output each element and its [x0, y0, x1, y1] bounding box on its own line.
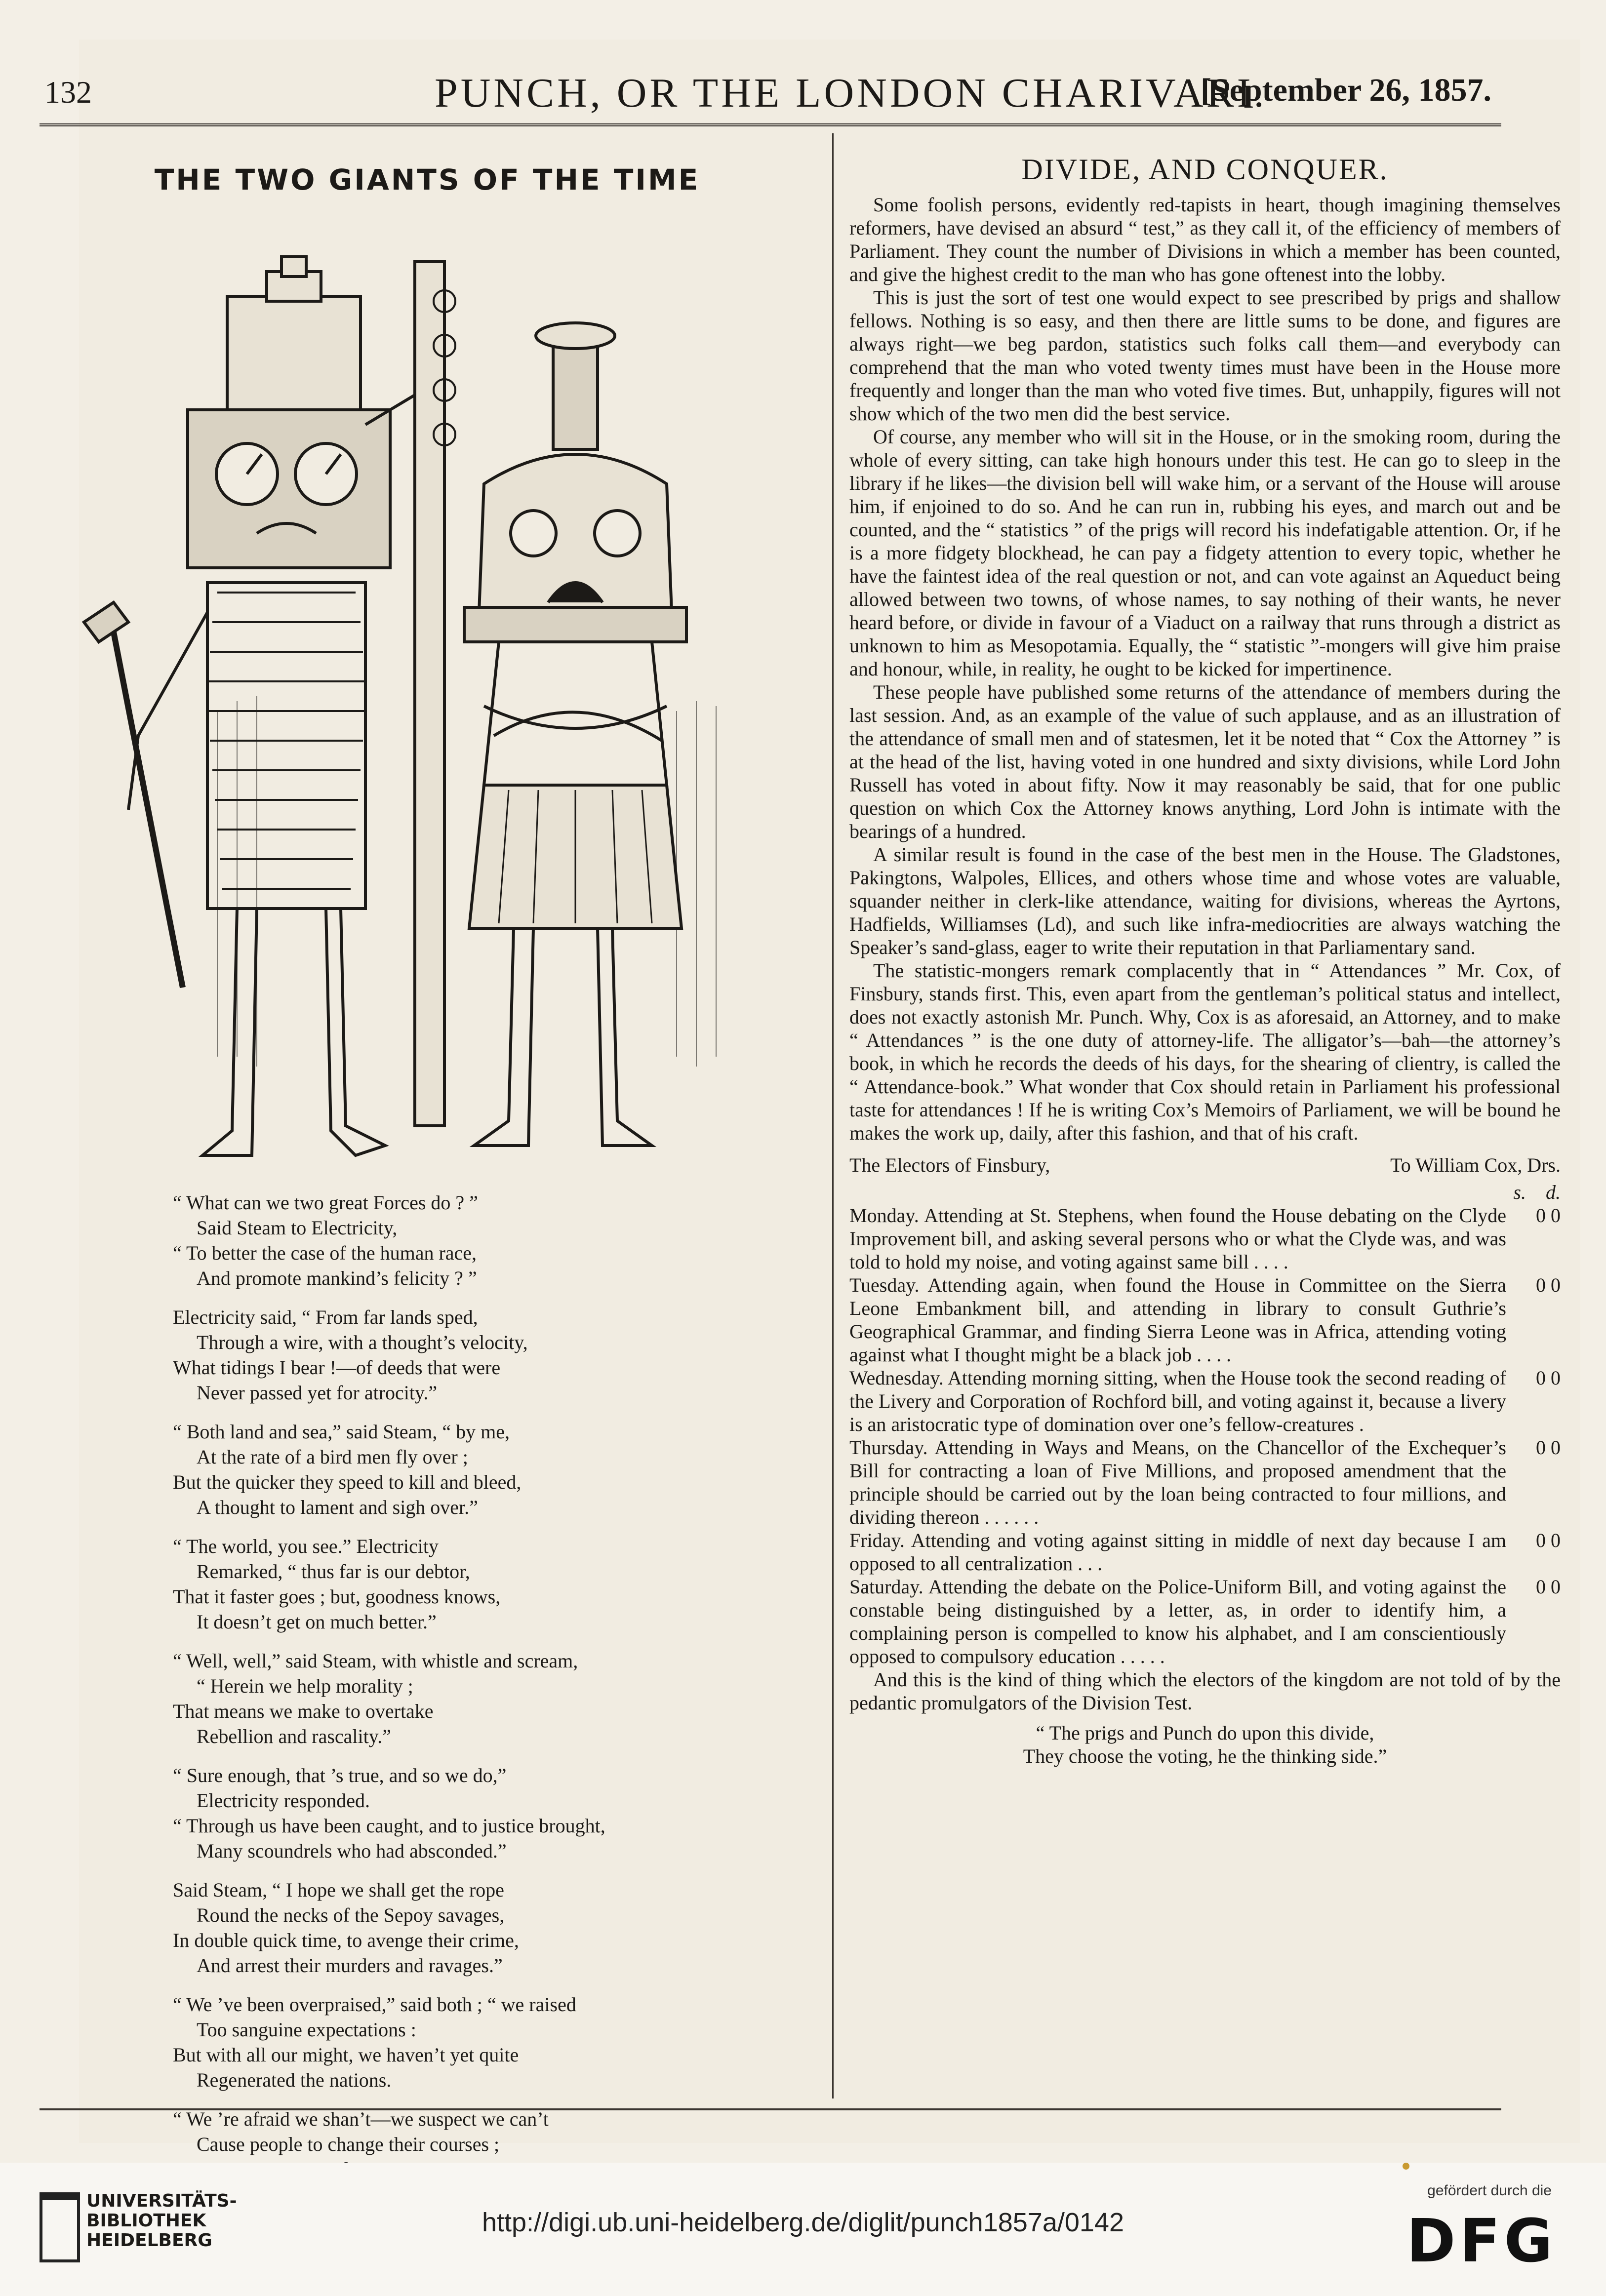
poem-line: But with all our might, we haven’t yet quite	[173, 2044, 519, 2066]
bill-entry-amount: 0 0	[1536, 1529, 1561, 1551]
bill-entry	[849, 1575, 1561, 1668]
poem-line: Cause people to change their courses ;	[197, 2133, 500, 2155]
poem-line: Round the necks of the Sepoy savages,	[197, 1904, 505, 1926]
poem-line: Regenerated the nations.	[197, 2069, 392, 2091]
poem-line: Said Steam, “ I hope we shall get the rope	[173, 1879, 504, 1901]
bill-entry-amount: 0 0	[1536, 1576, 1561, 1598]
poem-stanza	[173, 1190, 815, 1291]
poem-line: And arrest their murders and ravages.”	[197, 1954, 503, 1977]
article-paragraph: Of course, any member who will sit in the House, or in the smoking room, during the whole of every sitting, can take high honours under this test. He can go to sleep in the library if he likes—the division bell will wake him, or a servant of the House will arouse him, if enjoined to do so. And he can run in, rubbing his eyes, and march out and be counted, and the “ statistics ” of the prigs will record his indefatigable attention. Or, if he is a more fidgety blockhead, he can pay a fidgety attention to every topic, whether he have the faintest idea of the real question or not, and can vote against an Aqueduct being allowed between two towns, of whose names, to say nothing of their wants, he never heard before, or divide in favour of a Viaduct on a railway that runs through a district as unknown to him as Mesopotamia. Equally, the “ statistic ”-mongers will give him praise and honour, while, in reality, he ought to be kicked for impertinence.	[849, 426, 1561, 680]
bill-entry	[849, 1366, 1561, 1436]
publication-title: PUNCH, OR THE LONDON CHARIVARI.	[435, 70, 1267, 116]
poem-line: It doesn’t get on much better.”	[197, 1611, 437, 1633]
cartoon-title: THE TWO GIANTS OF THE TIME	[154, 163, 700, 197]
poem-line: Through a wire, with a thought’s velocity,	[197, 1331, 528, 1353]
decorative-dot	[1403, 2163, 1409, 2170]
article-paragraph: These people have published some returns of the attendance of members during the last session. And, as an example of the value of such applause, and as an illustration of the attendance of small men and of statesmen, let it be noted that “ Cox the Attorney ” is at the head of the list, having voted in one hundred and sixty divisions, while Lord John Russell has voted in about fifty. Now it may reasonably be said, that for one public question on which Cox the Attorney knows anything, Lord John is intimate with the bearings of a hundred.	[849, 681, 1561, 842]
pence-label: d.	[1546, 1181, 1561, 1203]
closing-verse	[849, 1721, 1561, 1768]
poem-line: What tidings I bear !—of deeds that were	[173, 1356, 501, 1379]
bill-entry-amount: 0 0	[1536, 1204, 1561, 1227]
issue-date: [September 26, 1857.	[1200, 72, 1491, 108]
poem-stanza	[173, 1877, 815, 1978]
bill-entry-text: Tuesday. Attending again, when found the House in Committee on the Sierra Leone Embankment bill, and attending in library to consult Guthrie’s Geographical Grammar, and finding Sierra Leone was in Africa, attending voting against what I thought might be a black job . . . .	[849, 1274, 1506, 1366]
article-paragraph: A similar result is found in the case of the best men in the House. The Gladstones, Pakingtons, Walpoles, Ellices, and others whose time and whose votes are valuable, squander neither in clerk-like attendance, waiting for divisions, whereas the Ayrtons, Hadfields, Williamses (Ld), and such like infra-mediocrities are always watching the Speaker’s sand-glass, eager to write their reputation in that Parliamentary sand.	[849, 843, 1561, 958]
bill-from: The Electors of Finsbury,	[849, 1154, 1050, 1176]
bill-entry	[849, 1204, 1561, 1273]
poem-line: Said Steam to Electricity,	[197, 1217, 398, 1239]
poem-line: “ What can we two great Forces do ? ”	[173, 1191, 478, 1214]
poem-stanza	[173, 1992, 815, 2093]
poem-line: A thought to lament and sigh over.”	[197, 1496, 478, 1518]
poem-line: “ Through us have been caught, and to justice brought,	[173, 1815, 605, 1837]
poem-line: Too sanguine expectations :	[197, 2019, 416, 2041]
article-paragraph: Some foolish persons, evidently red-tapists in heart, though imagining themselves reformers, have devised an absurd “ test,” as they call it, of the efficiency of members of Parliament. They count the number of Divisions in which a member has been counted, and give the highest credit to the man who has gone oftenest into the lobby.	[849, 194, 1561, 285]
poem-line: “ The world, you see.” Electricity	[173, 1535, 439, 1557]
poem-line: “ Sure enough, that ’s true, and so we do,”	[173, 1764, 507, 1786]
article-paragraph: The statistic-mongers remark complacently that in “ Attendances ” Mr. Cox, of Finsbury, stands first. This, even apart from the gentleman’s political status and intellect, does not exactly astonish Mr. Punch. Why, Cox is as aforesaid, an Attorney, and to make “ Attendances ” is the one duty of attorney-life. The alligator’s—bah—the attorney’s book, in which he records the deeds of his days, for the shearing of clientry, is called the “ Attendance-book.” What wonder that Cox should retain in Parliament his professional taste for attendances ! If he is writing Cox’s Memoirs of Parliament, we will be bound he makes the work up, daily, after this fashion, and that of his craft.	[849, 959, 1561, 1144]
bill-to: To William Cox, Drs.	[1390, 1154, 1561, 1176]
bill-entry-text: Thursday. Attending in Ways and Means, on the Chancellor of the Exchequer’s Bill for contracting a loan of Five Millions, and proposed amendment that the principle should be carried out by the loan being contracted to four millions, and dividing thereon . . . . . .	[849, 1436, 1506, 1528]
cartoon-illustration	[40, 217, 815, 1205]
closing-paragraph: And this is the kind of thing which the electors of the kingdom are not told of by the pedantic promulgators of the Division Test.	[849, 1668, 1561, 1714]
bill-entry	[849, 1529, 1561, 1575]
library-name-line: HEIDELBERG	[86, 2230, 212, 2251]
poem-stanza	[173, 1763, 815, 1863]
poem	[173, 1190, 815, 2221]
bill-entry-text: Saturday. Attending the debate on the Police-Uniform Bill, and voting against the constable being distinguished by a letter, as, in order to identify him, a complaining person is compelled to know his alphabet, and I am conscientiously opposed to compulsory education . . . . .	[849, 1576, 1506, 1667]
page-header	[40, 49, 1501, 126]
bill-entry-text: Monday. Attending at St. Stephens, when found the House debating on the Clyde Improvement bill, and asking several persons who or what the Clyde was, and was told to hold my noise, and voting against same bill . . . .	[849, 1204, 1506, 1273]
verse-line: “ The prigs and Punch do upon this divide,	[1036, 1722, 1374, 1744]
poem-line: That it faster goes ; but, goodness knows,	[173, 1585, 501, 1608]
bill-entry-text: Friday. Attending and voting against sitting in middle of next day because I am opposed to all centralization . . .	[849, 1529, 1506, 1575]
bill-entry-amount: 0 0	[1536, 1436, 1561, 1459]
bill-columns	[849, 1181, 1561, 1204]
poem-line: “ Both land and sea,” said Steam, “ by me,	[173, 1421, 510, 1443]
poem-line: “ We ’re afraid we shan’t—we suspect we can’t	[173, 2108, 549, 2130]
poem-stanza	[173, 1648, 815, 1749]
bill-entry-amount: 0 0	[1536, 1367, 1561, 1389]
verse-line: They choose the voting, he the thinking side.”	[1023, 1745, 1387, 1767]
bill-entry-amount: 0 0	[1536, 1274, 1561, 1296]
poem-line: “ We ’ve been overpraised,” said both ; “ we raised	[173, 1993, 576, 2016]
digitization-footer	[0, 2163, 1606, 2296]
right-column	[849, 143, 1561, 1768]
poem-line: Rebellion and rascality.”	[197, 1725, 391, 1747]
bill-header	[849, 1153, 1561, 1177]
poem-line: At the rate of a bird men fly over ;	[197, 1446, 468, 1468]
page-number: 132	[44, 75, 92, 110]
bill-entry	[849, 1273, 1561, 1366]
poem-stanza	[173, 1419, 815, 1520]
poem-line: Many scoundrels who had absconded.”	[197, 1840, 507, 1862]
poem-line: Never passed yet for atrocity.”	[197, 1382, 438, 1404]
dfg-logo: DFG	[1406, 2207, 1557, 2276]
article-paragraph: This is just the sort of test one would expect to see prescribed by prigs and shallow fellows. Nothing is so easy, and then there are little sums to be done, and figures are always right—we beg pardon, statistics such folks call them—and everybody can comprehend that the man who voted twenty times must have been in the House more frequently and longer than the man who voted five times. But, unhappily, figures will not show which of the two men did the best service.	[849, 286, 1561, 425]
column-divider	[832, 133, 834, 2098]
funding-note: gefördert durch die	[1427, 2182, 1552, 2199]
poem-line: Remarked, “ thus far is our debtor,	[197, 1560, 470, 1583]
poem-stanza	[173, 1534, 815, 1634]
library-name-line: BIBLIOTHEK	[86, 2211, 206, 2231]
poem-line: In double quick time, to avenge their crime,	[173, 1929, 519, 1951]
poem-line: And promote mankind’s felicity ? ”	[197, 1267, 477, 1289]
library-name-line: UNIVERSITÄTS-	[86, 2191, 237, 2211]
poem-line: That means we make to overtake	[173, 1700, 434, 1722]
poem-line: Electricity said, “ From far lands sped,	[173, 1306, 478, 1328]
poem-line: “ To better the case of the human race,	[173, 1242, 477, 1264]
shillings-label: s.	[1513, 1181, 1526, 1203]
article-title: DIVIDE, AND CONQUER.	[1021, 153, 1389, 186]
bill-entry	[849, 1436, 1561, 1529]
left-column	[40, 143, 815, 2155]
permalink-url[interactable]: http://digi.ub.uni-heidelberg.de/diglit/punch1857a/0142	[482, 2208, 1124, 2237]
poem-line: Electricity responded.	[197, 1789, 370, 1812]
poem-line: “ Well, well,” said Steam, with whistle and scream,	[173, 1650, 578, 1672]
poem-stanza	[173, 1305, 815, 1405]
poem-line: “ Herein we help morality ;	[197, 1675, 413, 1697]
poem-line: But the quicker they speed to kill and bleed,	[173, 1471, 522, 1493]
bill-entry-text: Wednesday. Attending morning sitting, when the House took the second reading of the Livery and Corporation of Rochford bill, and voting against it, because a livery is an aristocratic type of domination over one’s fellow-creatures .	[849, 1367, 1506, 1435]
